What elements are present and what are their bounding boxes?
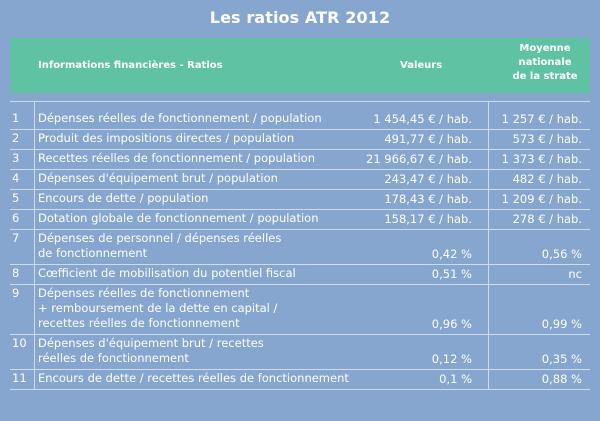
row-valeur: 0,12 %	[431, 352, 472, 366]
header-valeurs: Valeurs	[400, 60, 443, 71]
row-moyenne: 1 209 € / hab.	[501, 192, 582, 206]
row-label	[38, 211, 358, 226]
row-moyenne: 1 373 € / hab.	[501, 152, 582, 166]
row-number: 10	[12, 336, 27, 350]
page-title: Les ratios ATR 2012	[209, 8, 391, 27]
header-info: Informations financières - Ratios	[38, 60, 223, 71]
row-moyenne: 0,35 %	[541, 352, 582, 366]
row-number: 9	[12, 286, 20, 300]
row-number: 2	[12, 131, 20, 145]
row-label-line: réelles de fonctionnement	[38, 351, 189, 365]
row-valeur: 0,1 %	[439, 372, 472, 386]
table-row	[10, 209, 590, 229]
row-label	[38, 266, 358, 281]
row-label-line: Dépenses réelles de fonctionnement	[38, 286, 250, 300]
row-moyenne: 278 € / hab.	[512, 212, 582, 226]
row-label	[38, 371, 358, 386]
row-number: 7	[12, 231, 20, 245]
row-number: 3	[12, 151, 20, 165]
row-label	[38, 336, 358, 366]
header-moyenne-line1: Moyenne	[519, 43, 571, 54]
header-moyenne-line2: nationale	[518, 57, 572, 68]
table-row	[10, 334, 590, 369]
row-number: 8	[12, 266, 20, 280]
table-row	[10, 129, 590, 149]
row-label-line: Dépenses d'équipement brut / recettes	[38, 336, 264, 350]
row-valeur: 178,43 € / hab.	[384, 192, 472, 206]
row-moyenne: 0,99 %	[541, 317, 582, 331]
row-number: 6	[12, 211, 20, 225]
row-label	[38, 151, 358, 166]
table-row	[10, 284, 590, 334]
row-label-line: Encours de dette / population	[38, 191, 209, 205]
row-label-line: recettes réelles de fonctionnement	[38, 316, 240, 330]
row-number: 4	[12, 171, 20, 185]
table-row	[10, 169, 590, 189]
row-label-line: Dépenses d'équipement brut / population	[38, 171, 278, 185]
row-valeur: 21 966,67 € / hab.	[366, 152, 472, 166]
table-row	[10, 109, 590, 129]
row-label-line: de fonctionnement	[38, 246, 148, 260]
row-moyenne: 482 € / hab.	[512, 172, 582, 186]
table-row	[10, 229, 590, 264]
table-header	[10, 38, 590, 93]
row-label-line: Recettes réelles de fonctionnement / population	[38, 151, 315, 165]
row-label	[38, 286, 358, 331]
row-valeur: 1 454,45 € / hab.	[373, 112, 472, 126]
row-moyenne: nc	[568, 267, 582, 281]
row-valeur: 158,17 € / hab.	[384, 212, 472, 226]
row-label	[38, 191, 358, 206]
row-label-line: Dépenses de personnel / dépenses réelles	[38, 231, 282, 245]
row-label	[38, 231, 358, 261]
row-number: 11	[12, 371, 27, 385]
row-label-line: Encours de dette / recettes réelles de fonctionnement	[38, 371, 349, 385]
row-label-line: + remboursement de la dette en capital /	[38, 301, 278, 315]
row-label-line: Dotation globale de fonctionnement / population	[38, 211, 319, 225]
row-valeur: 491,77 € / hab.	[384, 132, 472, 146]
row-moyenne: 0,56 %	[541, 247, 582, 261]
row-moyenne: 1 257 € / hab.	[501, 112, 582, 126]
row-label	[38, 131, 358, 146]
row-label-line: Dépenses réelles de fonctionnement / population	[38, 111, 322, 125]
row-valeur: 243,47 € / hab.	[384, 172, 472, 186]
header-moyenne-line3: de la strate	[512, 71, 578, 82]
row-number: 1	[12, 111, 20, 125]
table-row	[10, 369, 590, 389]
table-row	[10, 264, 590, 284]
row-label	[38, 111, 358, 126]
row-moyenne: 573 € / hab.	[512, 132, 582, 146]
row-divider	[10, 101, 590, 102]
row-valeur: 0,96 %	[431, 317, 472, 331]
row-moyenne: 0,88 %	[541, 372, 582, 386]
header-moyenne	[500, 42, 590, 84]
row-valeur: 0,42 %	[431, 247, 472, 261]
row-valeur: 0,51 %	[431, 267, 472, 281]
row-divider	[10, 389, 590, 390]
row-number: 5	[12, 191, 20, 205]
row-label-line: Cœfficient de mobilisation du potentiel fiscal	[38, 266, 296, 280]
table-row	[10, 189, 590, 209]
row-label-line: Produit des impositions directes / population	[38, 131, 295, 145]
row-label	[38, 171, 358, 186]
table-row	[10, 149, 590, 169]
